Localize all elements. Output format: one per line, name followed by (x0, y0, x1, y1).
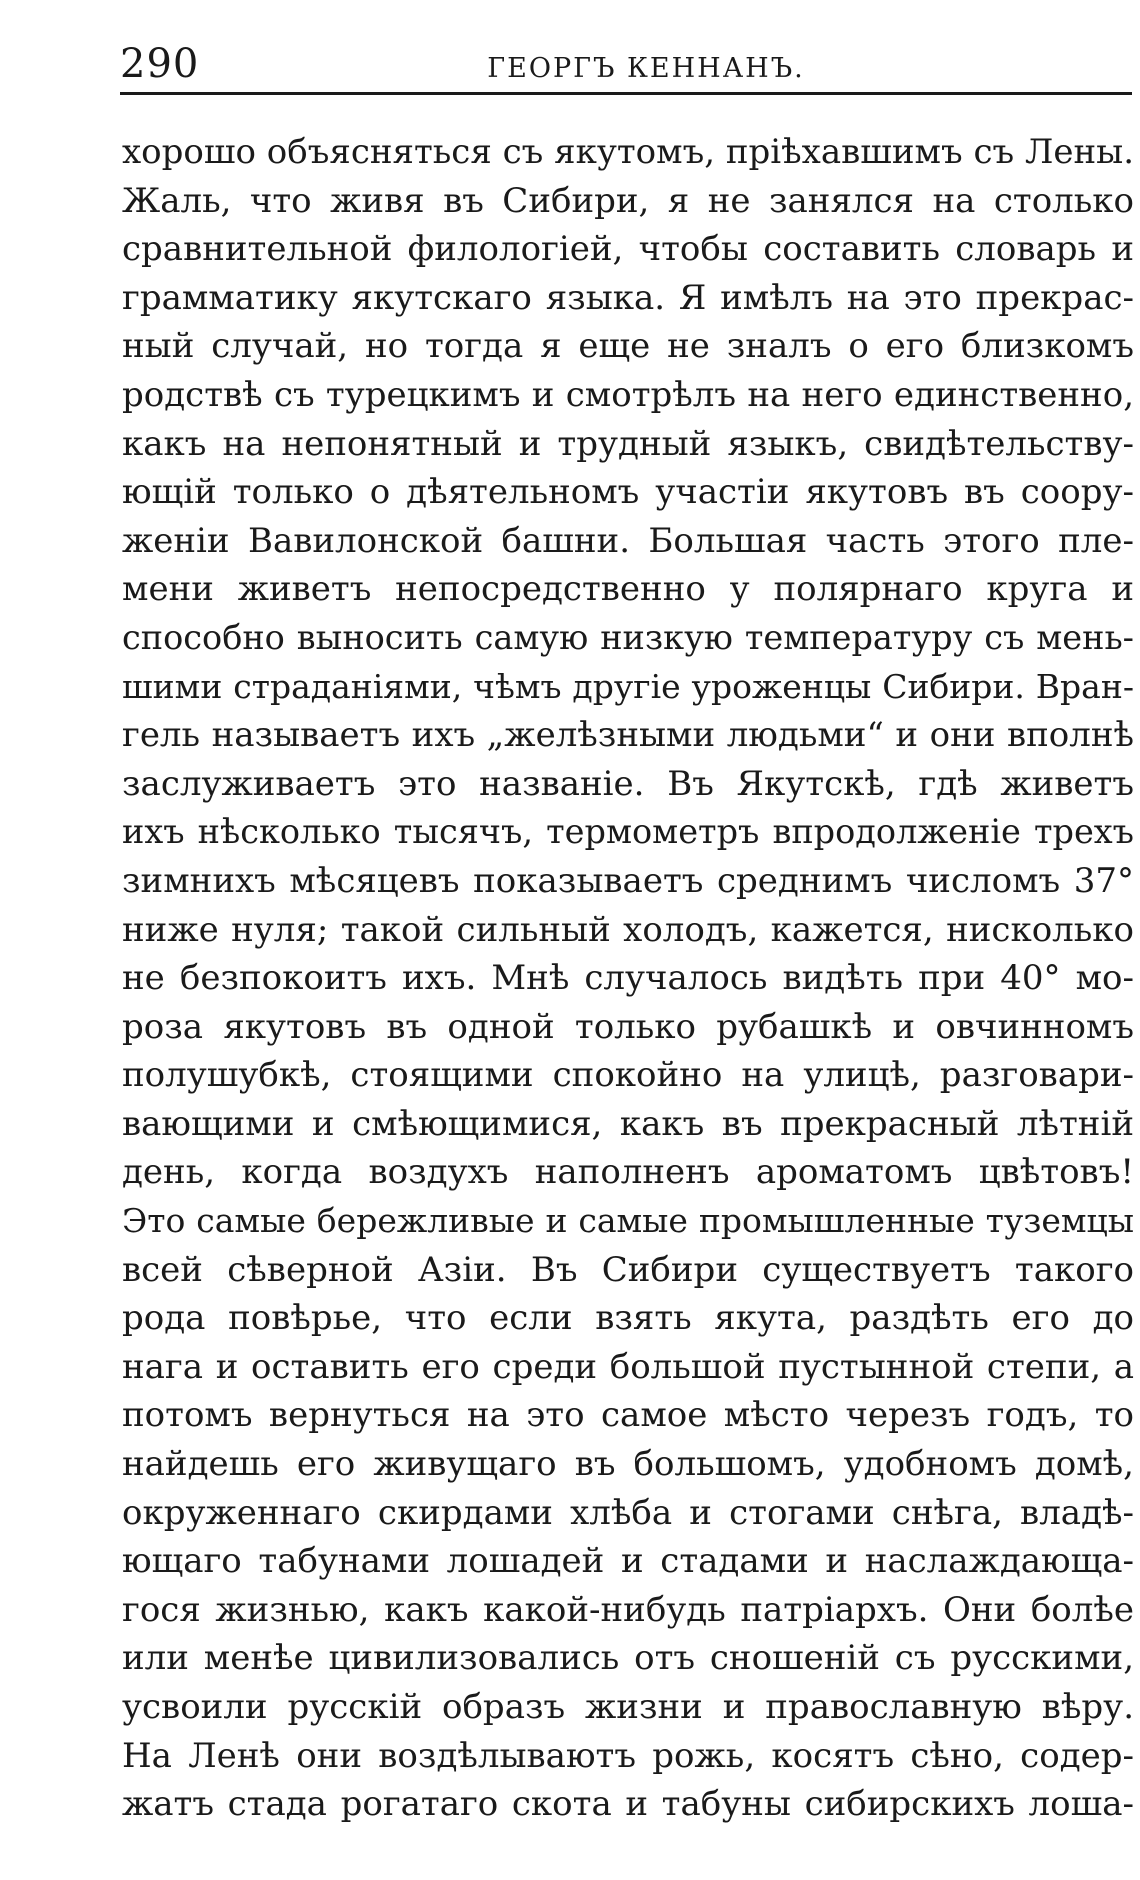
page-header (120, 40, 1132, 90)
text-line: или менѣе цивилизовались отъ сношеній съ русскими, (122, 1638, 1134, 1679)
text-line: способно выносить самую низкую температуру съ мень- (122, 617, 1134, 657)
text-line: шими страданіями, чѣмъ другіе уроженцы Сибири. Вран- (122, 666, 1134, 706)
text-line: На Ленѣ они воздѣлываютъ рожь, косятъ сѣно, содер- (122, 1735, 1134, 1776)
header-rule (120, 92, 1132, 95)
text-line: роза якутовъ въ одной только рубашкѣ и овчинномъ (122, 1006, 1134, 1047)
text-line: гель называетъ ихъ „желѣзными людьми“ и они вполнѣ (122, 715, 1134, 756)
text-line: ниже нуля; такой сильный холодъ, кажется, нисколько (122, 909, 1134, 950)
text-line: найдешь его живущаго въ большомъ, удобномъ домѣ, (122, 1444, 1134, 1485)
body-text (122, 128, 1134, 1829)
text-line: родствѣ съ турецкимъ и смотрѣлъ на него единственно, (122, 374, 1134, 415)
text-line: ющій только о дѣятельномъ участіи якутовъ въ соору- (122, 472, 1134, 513)
text-line: окруженнаго скирдами хлѣба и стогами снѣга, владѣ- (122, 1492, 1134, 1533)
text-line: всей сѣверной Азіи. Въ Сибири существуетъ такого (122, 1249, 1134, 1290)
text-line: хорошо объясняться съ якутомъ, пріѣхавшимъ съ Лены. (122, 132, 1134, 172)
text-line: день, когда воздухъ наполненъ ароматомъ цвѣтовъ! (122, 1152, 1134, 1193)
text-line: сравнительной филологіей, чтобы составить словарь и (122, 229, 1134, 270)
text-line: какъ на непонятный и трудный языкъ, свидѣтельству- (122, 423, 1134, 464)
text-line: полушубкѣ, стоящими спокойно на улицѣ, разговари- (122, 1055, 1134, 1096)
text-line: женіи Вавилонской башни. Большая часть этого пле- (122, 520, 1134, 561)
text-line: нага и оставить его среди большой пустынной степи, а (122, 1346, 1134, 1387)
text-line: мени живетъ непосредственно у полярнаго круга и (122, 569, 1134, 610)
text-line: заслуживаетъ это названіе. Въ Якутскѣ, гдѣ живетъ (122, 763, 1134, 804)
text-line: рода повѣрье, что если взять якута, раздѣть его до (122, 1298, 1134, 1339)
text-line: жатъ стада рогатаго скота и табуны сибирскихъ лоша- (122, 1784, 1134, 1825)
text-line: ющаго табунами лошадей и стадами и наслаждающа- (122, 1541, 1134, 1582)
text-line: ный случай, но тогда я еще не зналъ о его близкомъ (122, 326, 1134, 367)
text-line: вающими и смѣющимися, какъ въ прекрасный лѣтній (122, 1103, 1134, 1144)
text-line: ихъ нѣсколько тысячъ, термометръ впродолженіе трехъ (122, 812, 1134, 852)
text-line: усвоили русскій образъ жизни и православную вѣру. (122, 1687, 1134, 1727)
text-line: Это самые бережливые и самые промышленные туземцы (122, 1201, 1134, 1241)
running-head: ГЕОРГЪ КЕННАНЪ. (487, 53, 805, 84)
text-line: зимнихъ мѣсяцевъ показываетъ среднимъ числомъ 37° (122, 860, 1134, 901)
page-number: 290 (120, 41, 200, 87)
text-line: Жаль, что живя въ Сибири, я не занялся на столько (122, 180, 1134, 221)
text-line: не безпокоитъ ихъ. Мнѣ случалось видѣть при 40° мо- (122, 958, 1134, 999)
text-line: гося жизнью, какъ какой-нибудь патріархъ. Они болѣе (122, 1589, 1134, 1630)
text-line: грамматику якутскаго языка. Я имѣлъ на это прекрас- (122, 277, 1134, 318)
text-line: потомъ вернуться на это самое мѣсто черезъ годъ, то (122, 1395, 1134, 1436)
